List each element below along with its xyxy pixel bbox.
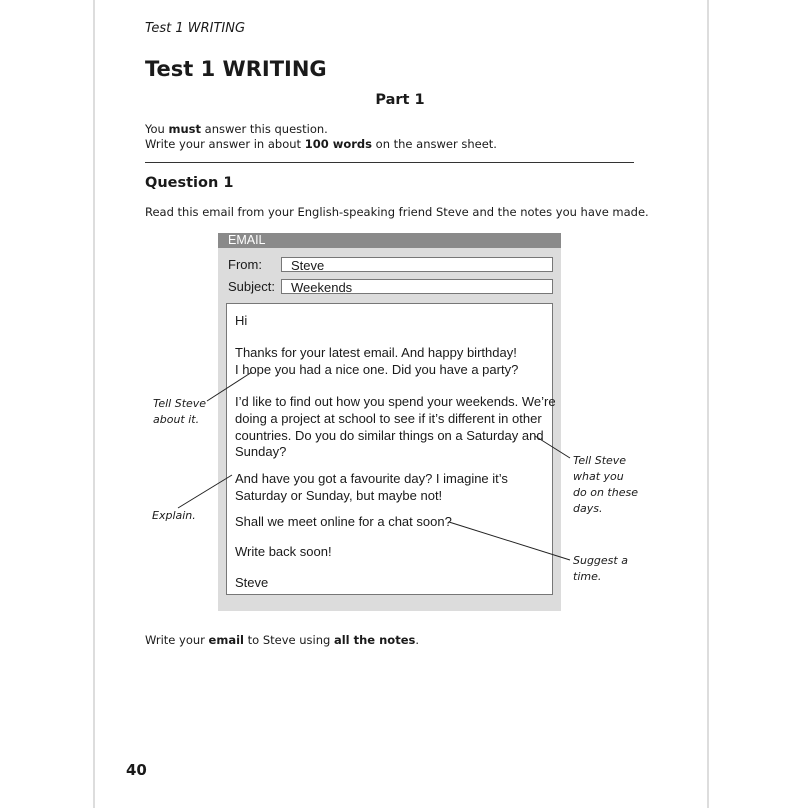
email-line: I’d like to find out how you spend your weekends. We’re <box>235 394 556 409</box>
task-instruction <box>145 633 419 647</box>
from-label: From: <box>228 257 262 272</box>
email-line: Write back soon! <box>235 544 332 559</box>
question-intro: Read this email from your English-speaking friend Steve and the notes you have made. <box>145 205 649 219</box>
email-line: I hope you had a nice one. Did you have a party? <box>235 362 519 377</box>
emphasis-text: all the notes <box>333 633 416 647</box>
note-text: Tell Steve <box>153 397 207 410</box>
email-line: Hi <box>235 313 248 328</box>
note-explain <box>152 508 196 524</box>
subject-field: Weekends <box>281 279 553 294</box>
text-segment: to Steve using <box>243 633 334 647</box>
running-header: Test 1 WRITING <box>145 21 246 36</box>
part-heading: Part 1 <box>375 92 425 108</box>
note-tell-about <box>153 396 206 428</box>
note-suggest <box>573 553 628 585</box>
note-text: about it. <box>153 413 200 426</box>
subject-label: Subject: <box>228 279 275 294</box>
question-title: Question 1 <box>145 175 234 191</box>
from-field: Steve <box>281 257 553 272</box>
note-text: do on these <box>573 486 638 499</box>
note-text: Suggest a <box>573 554 628 567</box>
note-line-suggest <box>449 522 570 560</box>
email-line: And have you got a favourite day? I imagine it’s <box>235 471 508 486</box>
note-text: Explain. <box>152 509 196 522</box>
email-line: countries. Do you do similar things on a Saturday and <box>235 428 544 443</box>
note-line-explain <box>178 475 232 508</box>
text-segment: on the answer sheet. <box>372 137 497 151</box>
emphasis-text: must <box>168 122 201 136</box>
email-line: doing a project at school to see if it’s different in other <box>235 411 542 426</box>
email-header: EMAIL <box>218 233 561 248</box>
text-segment: Write your answer in about <box>145 137 305 151</box>
email-line: Shall we meet online for a chat soon? <box>235 514 452 529</box>
note-text: time. <box>573 570 602 583</box>
text-segment: Write your <box>145 633 209 647</box>
email-line: Sunday? <box>235 444 287 459</box>
note-what-you-do <box>573 453 638 517</box>
note-line-what-you-do <box>535 436 570 458</box>
page-title: Test 1 WRITING <box>145 57 327 81</box>
text-segment: You <box>145 122 169 136</box>
email-line: Steve <box>235 575 269 590</box>
text-segment: . <box>415 633 419 647</box>
note-text: what you <box>573 470 624 483</box>
note-line-tell-about <box>207 372 252 401</box>
text-segment: answer this question. <box>201 122 328 136</box>
note-text: Tell Steve <box>573 454 627 467</box>
emphasis-text: 100 words <box>304 137 372 151</box>
email-line: Thanks for your latest email. And happy birthday! <box>235 345 517 360</box>
email-line: Saturday or Sunday, but maybe not! <box>235 488 443 503</box>
page-number: 40 <box>126 761 147 779</box>
note-text: days. <box>573 502 603 515</box>
emphasis-text: email <box>208 633 244 647</box>
